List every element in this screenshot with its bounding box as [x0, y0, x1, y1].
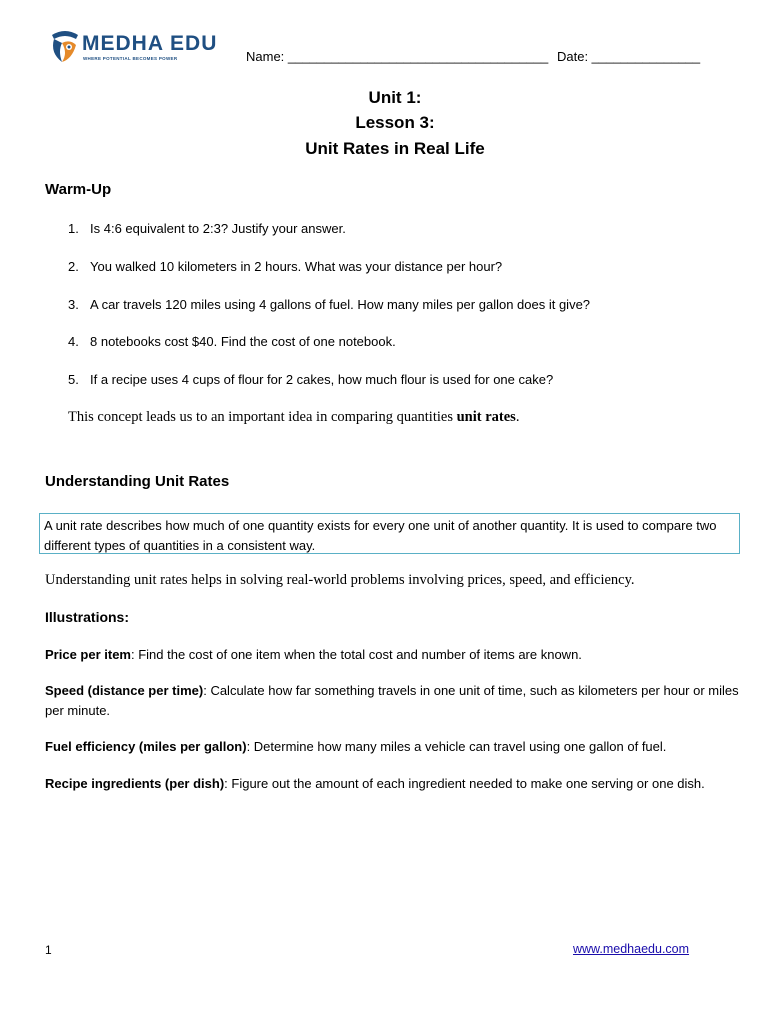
list-item [68, 334, 396, 349]
list-number: 3. [68, 297, 79, 312]
list-text: 8 notebooks cost $40. Find the cost of one notebook. [90, 334, 396, 349]
list-item [68, 259, 502, 274]
illustration-item [45, 737, 755, 757]
illustration-item [45, 645, 755, 665]
list-number: 4. [68, 334, 79, 349]
concept-text: This concept leads us to an important idea in comparing quantities [68, 409, 457, 425]
definition-box: A unit rate describes how much of one quantity exists for every one unit of another quantity. It is used to compare two different types of quantities in a consistent way. [39, 513, 740, 554]
illustration-item [45, 681, 755, 721]
warmup-heading: Warm-Up [45, 181, 112, 198]
illustration-desc: : Figure out the amount of each ingredient needed to make one serving or one dish. [224, 776, 705, 791]
illustration-desc: : Determine how many miles a vehicle can travel using one gallon of fuel. [246, 739, 667, 754]
list-item [68, 372, 553, 387]
illustrations-heading: Illustrations: [45, 609, 130, 625]
illustration-desc: : Find the cost of one item when the total cost and number of items are known. [131, 647, 582, 662]
list-number: 2. [68, 259, 79, 274]
illustration-term: Fuel efficiency (miles per gallon) [45, 739, 247, 754]
illustration-term: Speed (distance per time) [45, 683, 204, 698]
topic-title: Unit Rates in Real Life [305, 139, 485, 158]
illustration-term: Recipe ingredients (per dish) [45, 776, 225, 791]
owl-emblem-icon [48, 29, 82, 65]
illustration-item [45, 774, 755, 794]
list-text: You walked 10 kilometers in 2 hours. What was your distance per hour? [90, 259, 503, 274]
illustration-desc: : Calculate how far something travels in one unit of time, such as kilometers per hour or miles per minute. [45, 683, 739, 718]
understanding-heading: Understanding Unit Rates [45, 473, 230, 490]
concept-keyword: unit rates [456, 409, 516, 425]
logo-wordmark: MEDHA EDU [82, 32, 218, 55]
list-text: Is 4:6 equivalent to 2:3? Justify your answer. [90, 221, 346, 236]
website-link[interactable]: www.medhaedu.com [573, 942, 690, 956]
lesson-title: Lesson 3: [355, 113, 435, 132]
list-item [68, 221, 346, 236]
list-number: 5. [68, 372, 79, 387]
summary-paragraph: Understanding unit rates helps in solving real-world problems involving prices, speed, and efficiency. [45, 572, 635, 588]
list-item [68, 297, 590, 312]
list-text: If a recipe uses 4 cups of flour for 2 cakes, how much flour is used for one cake? [90, 372, 554, 387]
logo-tagline: WHERE POTENTIAL BECOMES POWER [83, 56, 178, 61]
date-field: Date: _______________ [557, 49, 701, 64]
list-number: 1. [68, 221, 79, 236]
unit-title: Unit 1: [368, 88, 422, 107]
page-number: 1 [45, 943, 52, 957]
name-field: Name: ____________________________________ [246, 49, 549, 64]
medha-edu-logo [48, 29, 218, 67]
illustration-term: Price per item [45, 647, 131, 662]
list-text: A car travels 120 miles using 4 gallons of fuel. How many miles per gallon does it give? [90, 297, 591, 312]
concept-end: . [515, 409, 520, 425]
concept-sentence [68, 409, 519, 426]
